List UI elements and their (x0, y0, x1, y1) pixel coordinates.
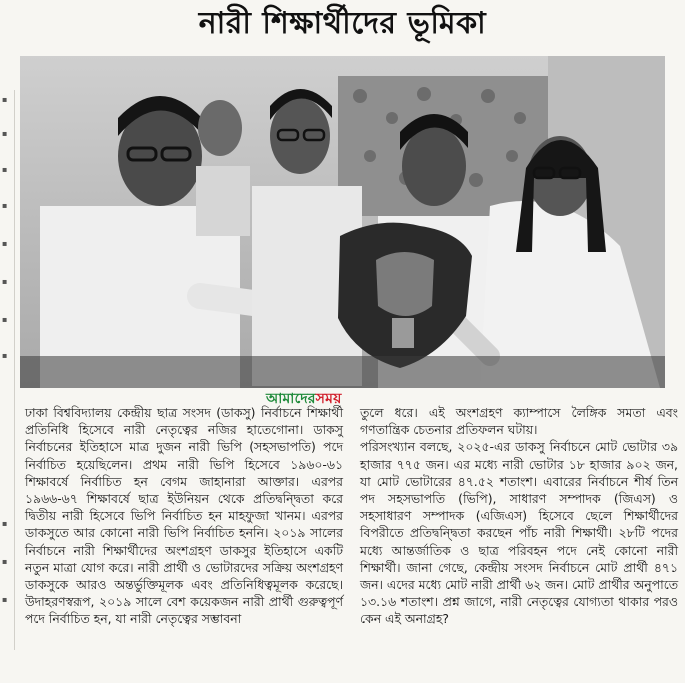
adjacent-column-edge (0, 90, 15, 650)
edge-glyph: ▪ (2, 129, 8, 138)
body-paragraph: তুলে ধরে। এই অংশগ্রহণ ক্যাম্পাসে লৈঙ্গিক সমতা এবং গণতান্ত্রিক চেতনার প্রতিফলন ঘটায়। (360, 405, 678, 438)
watermark-part-2: সময় (315, 391, 342, 407)
edge-glyph: ▪ (2, 519, 8, 528)
edge-glyph: ▪ (2, 201, 8, 210)
body-paragraph: ঢাকা বিশ্ববিদ্যালয় কেন্দ্রীয় ছাত্র সংসদ (ডাকসু) নির্বাচনে শিক্ষার্থী প্রতিনিধি হিসেবে নারী নেতৃত্বের নজির হাতেগোনা। ডাকসু নির্বাচনের ইতিহাসে মাত্র দুজন নারী ভিপি (সহসভাপতি) পদে নির্বাচিত হয়েছিলেন। প্রথম নারী ভিপি হিসেবে ১৯৬০-৬১ শিক্ষাবর্ষে নির্বাচিত হন বেগম জাহানারা আক্তার। এরপর ১৯৬৬-৬৭ শিক্ষাবর্ষে ছাত্র ইউনিয়ন থেকে প্রতিদ্বন্দ্বিতা করে দ্বিতীয় নারী হিসেবে ভিপি নির্বাচিত হন মাহফুজা খানম। এরপর ডাকসুতে আর কোনো নারী ভিপি নির্বাচিত হননি। ২০১৯ সালের নির্বাচনে নারী শিক্ষার্থীদের অংশগ্রহণ ডাকসুর ইতিহাসে একটি নতুন মাত্রা যোগ করে। নারী প্রার্থী ও ভোটারদের সক্রিয় অংশগ্রহণ ডাকসুকে আরও অন্তর্ভুক্তিমূলক এবং প্রতিনিধিত্বমূলক করেছে। উদাহরণস্বরূপ, ২০১৯ সালে বেশ কয়েকজন নারী প্রার্থী গুরুত্বপূর্ণ পদে নির্বাচিত হন, যা নারী নেতৃত্বের সম্ভাবনা (25, 405, 343, 627)
article-column-left (25, 404, 343, 628)
edge-glyph: ▪ (2, 95, 8, 104)
article-column-right (360, 404, 678, 628)
photo-bottom-shadow (20, 356, 665, 388)
body-paragraph: পরিসংখ্যান বলছে, ২০২৫-এর ডাকসু নির্বাচনে মোট ভোটার ৩৯ হাজার ৭৭৫ জন। এর মধ্যে নারী ভোটার ১৮ হাজার ৯০২ জন, যা মোট ভোটারের ৪৭.৫২ শতাংশ। এবারের নির্বাচনে শীর্ষ তিন পদ সহসভাপতি (ভিপি), সাধারণ সম্পাদক (জিএস) ও সহসাধারণ সম্পাদক (এজিএস) হিসেবে ছেলে শিক্ষার্থীদের বিপরীতে প্রতিদ্বন্দ্বিতা করছেন পাঁচ নারী শিক্ষার্থী। ২৮টি পদের মধ্যে আন্তর্জাতিক ও ছাত্র পরিবহন পদে নেই কোনো নারী শিক্ষার্থী। জানা গেছে, কেন্দ্রীয় সংসদ নির্বাচনে মোট প্রার্থী ৪৭১ জন। এদের মধ্যে মোট নারী প্রার্থী ৬২ জন। মোট প্রার্থীর অনুপাতে ১৩.১৬ শতাংশ। প্রশ্ন জাগে, নারী নেতৃত্বের যোগ্যতা থাকার পরও কেন এই অনাগ্রহ? (360, 439, 678, 627)
edge-glyph: ▪ (2, 595, 8, 604)
article-photo (20, 56, 665, 407)
article-headline: নারী শিক্ষার্থীদের ভূমিকা (198, 6, 487, 41)
edge-glyph: ▪ (2, 165, 8, 174)
edge-glyph: ▪ (2, 351, 8, 360)
watermark-part-1: আমাদের (266, 391, 316, 407)
photo-illustration (20, 56, 665, 388)
edge-glyph: ▪ (2, 239, 8, 248)
edge-glyph: ▪ (2, 277, 8, 286)
edge-glyph: ▪ (2, 315, 8, 324)
edge-glyph: ▪ (2, 557, 8, 566)
